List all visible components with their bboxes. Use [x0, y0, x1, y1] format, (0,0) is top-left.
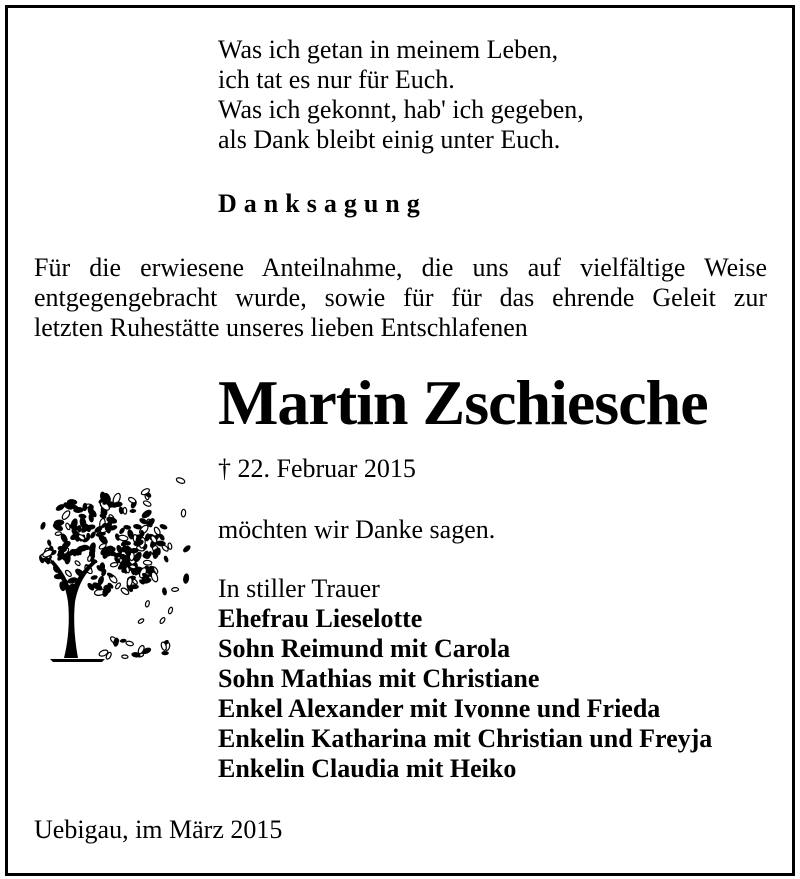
leaf	[159, 523, 168, 530]
mourner: Ehefrau Lieselotte	[218, 604, 423, 633]
leaf	[153, 526, 161, 535]
leaf	[90, 575, 98, 580]
leaf	[183, 573, 190, 584]
mourner: Enkelin Claudia mit Heiko	[218, 754, 517, 783]
leaf	[106, 572, 114, 578]
leaf	[141, 508, 153, 519]
mourner: Enkelin Katharina mit Christian und Freyja	[218, 724, 713, 753]
leaf	[74, 560, 81, 567]
leaf	[128, 496, 137, 504]
leaf	[61, 509, 71, 520]
leaf	[64, 569, 72, 577]
leaf	[181, 509, 186, 517]
leaf	[97, 575, 105, 585]
leaf	[43, 558, 49, 562]
thanks-paragraph	[34, 253, 767, 343]
paragraph-line: entgegengebracht wurde, sowie für für das ehrende Geleit zur	[34, 283, 767, 312]
mourner: Sohn Reimund mit Carola	[218, 634, 511, 663]
thanks-line: möchten wir Danke sagen.	[218, 515, 496, 544]
heading: Danksagung	[218, 189, 427, 218]
leaf	[99, 562, 105, 571]
poem-line: Was ich gekonnt, hab' ich gegeben,	[218, 95, 584, 124]
leaf	[157, 548, 161, 555]
paragraph-line: Für die erwiesene Anteilnahme, die uns auf vielfältige Weise	[34, 253, 767, 282]
leaf	[168, 607, 174, 615]
leaf	[123, 507, 127, 514]
leaf	[40, 521, 47, 530]
leaf	[163, 555, 169, 562]
paragraph-line: letzten Ruhestätte unseres lieben Entschlafenen	[34, 313, 528, 342]
leaf	[130, 548, 139, 554]
leaf	[114, 502, 123, 507]
poem-line: Was ich getan in meinem Leben,	[218, 35, 559, 64]
leaf	[137, 618, 144, 624]
leaf	[162, 587, 167, 595]
leaf	[67, 499, 77, 505]
leaf	[145, 600, 150, 607]
leaf	[65, 523, 71, 531]
leaf	[129, 564, 136, 569]
leaf	[110, 562, 118, 567]
leaf	[118, 535, 128, 542]
leaf	[182, 544, 191, 553]
leaf	[172, 587, 179, 591]
leaf	[73, 507, 83, 513]
leaf	[54, 519, 65, 526]
leaf	[88, 542, 96, 553]
windblown-tree-icon	[20, 462, 195, 667]
leaf	[119, 507, 124, 515]
leaf	[77, 545, 87, 551]
tree-ground	[50, 659, 105, 662]
leaf	[77, 525, 81, 532]
mourner: Enkel Alexander mit Ivonne und Frieda	[218, 694, 661, 723]
leaf	[83, 503, 88, 511]
leaf	[176, 477, 186, 485]
leaf	[143, 560, 152, 565]
mourner: Sohn Mathias mit Christiane	[218, 664, 540, 693]
place-and-date: Uebigau, im März 2015	[34, 815, 283, 844]
leaf	[122, 655, 128, 659]
leaf	[130, 509, 136, 513]
poem	[218, 35, 584, 155]
mourners-intro: In stiller Trauer	[218, 574, 380, 603]
mourners-list	[218, 574, 712, 784]
poem-line: ich tat es nur für Euch.	[218, 65, 455, 94]
leaf	[47, 539, 52, 546]
deceased-name: Martin Zschiesche	[218, 367, 708, 438]
leaf	[159, 617, 166, 624]
leaf	[126, 641, 134, 647]
leaf	[162, 651, 169, 655]
leaf	[78, 513, 86, 519]
leaf	[139, 517, 149, 525]
death-date: † 22. Februar 2015	[218, 454, 416, 483]
leaf	[120, 639, 127, 643]
leaf	[168, 543, 173, 550]
leaf	[143, 500, 152, 507]
poem-line: als Dank bleibt einig unter Euch.	[218, 125, 561, 154]
